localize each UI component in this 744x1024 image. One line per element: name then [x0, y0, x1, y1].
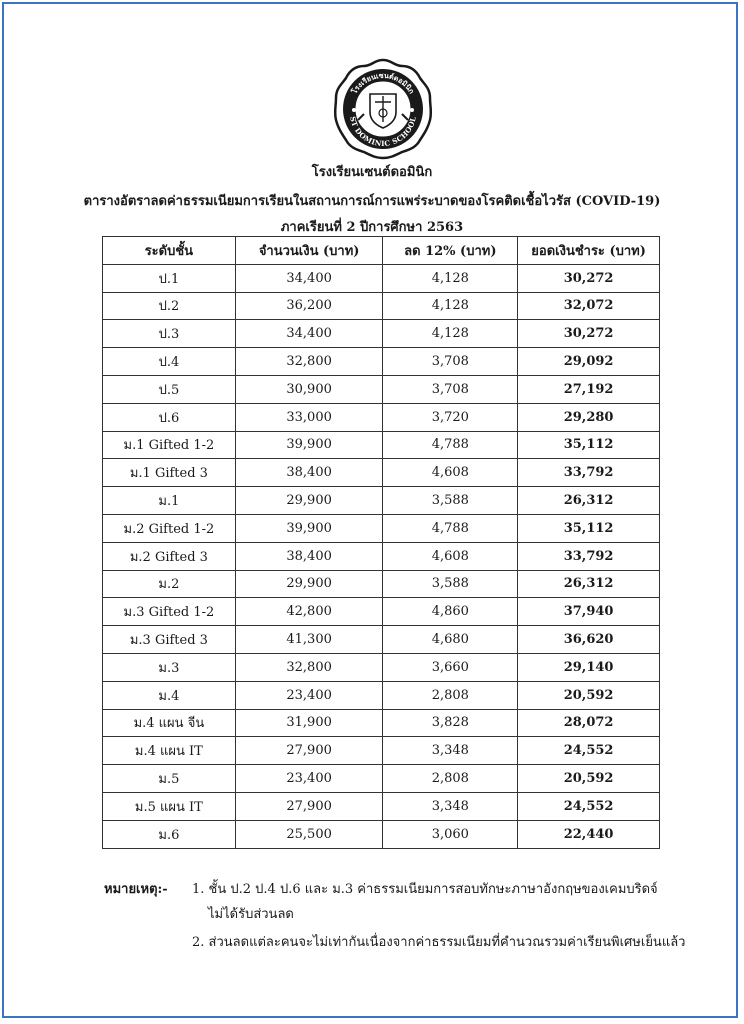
table-row [103, 514, 660, 542]
column-header-net: ยอดเงินชำระ (บาท) [518, 237, 660, 265]
table-row [103, 598, 660, 626]
cell-amount: 32,800 [235, 348, 383, 376]
table-row [103, 375, 660, 403]
cell-level: ม.3 Gifted 1-2 [103, 598, 236, 626]
cell-discount: 3,708 [383, 375, 518, 403]
cell-level: ม.3 [103, 653, 236, 681]
table-row [103, 459, 660, 487]
cell-discount: 2,808 [383, 765, 518, 793]
cell-net: 33,792 [518, 542, 660, 570]
cell-amount: 29,900 [235, 487, 383, 515]
cell-level: ม.4 [103, 681, 236, 709]
cell-level: ป.4 [103, 348, 236, 376]
cell-net: 33,792 [518, 459, 660, 487]
cell-discount: 4,608 [383, 542, 518, 570]
cell-level: ป.3 [103, 320, 236, 348]
cell-level: ม.1 Gifted 3 [103, 459, 236, 487]
cell-amount: 39,900 [235, 431, 383, 459]
table-row [103, 320, 660, 348]
cell-net: 29,140 [518, 653, 660, 681]
cell-discount: 3,720 [383, 403, 518, 431]
cell-discount: 4,128 [383, 264, 518, 292]
cell-net: 36,620 [518, 626, 660, 654]
cell-net: 27,192 [518, 375, 660, 403]
notes-label: หมายเหตุ:- [104, 882, 168, 897]
cell-discount: 3,060 [383, 820, 518, 848]
table-row [103, 820, 660, 848]
cell-level: ป.6 [103, 403, 236, 431]
document-title: ตารางอัตราลดค่าธรรมเนียมการเรียนในสถานการณ์การแพร่ระบาดของโรคติดเชื้อไวรัส (COVID-19) [83, 194, 661, 209]
table-row [103, 709, 660, 737]
cell-discount: 4,788 [383, 514, 518, 542]
cell-level: ม.1 Gifted 1-2 [103, 431, 236, 459]
cell-amount: 36,200 [235, 292, 383, 320]
cell-level: ม.5 แผน IT [103, 792, 236, 820]
cell-amount: 33,000 [235, 403, 383, 431]
table-row [103, 542, 660, 570]
note-item: 1. ชั้น ป.2 ป.4 ป.6 และ ม.3 ค่าธรรมเนียมการสอบทักษะภาษาอังกฤษของเคมบริดจ์ [192, 882, 658, 897]
cell-net: 29,280 [518, 403, 660, 431]
school-name: โรงเรียนเซนต์ดอมินิก [311, 165, 433, 180]
cell-net: 24,552 [518, 737, 660, 765]
cell-level: ม.4 แผน IT [103, 737, 236, 765]
table-row [103, 487, 660, 515]
cell-net: 22,440 [518, 820, 660, 848]
table-row [103, 737, 660, 765]
svg-text:ST DOMINIC SCHOOL: ST DOMINIC SCHOOL [348, 115, 418, 149]
cell-amount: 25,500 [235, 820, 383, 848]
cell-discount: 3,588 [383, 570, 518, 598]
cell-amount: 23,400 [235, 765, 383, 793]
table-row [103, 681, 660, 709]
cell-net: 20,592 [518, 765, 660, 793]
term-label: ภาคเรียนที่ 2 ปีการศึกษา 2563 [280, 220, 464, 235]
cell-net: 24,552 [518, 792, 660, 820]
table-header-row [103, 237, 660, 265]
cell-amount: 38,400 [235, 542, 383, 570]
cell-level: ม.3 Gifted 3 [103, 626, 236, 654]
cell-level: ม.2 [103, 570, 236, 598]
cell-level: ม.2 Gifted 1-2 [103, 514, 236, 542]
cell-level: ม.6 [103, 820, 236, 848]
cell-level: ป.5 [103, 375, 236, 403]
table-row [103, 792, 660, 820]
cell-net: 32,072 [518, 292, 660, 320]
cell-amount: 42,800 [235, 598, 383, 626]
cell-level: ม.2 Gifted 3 [103, 542, 236, 570]
cell-level: ป.1 [103, 264, 236, 292]
cell-net: 28,072 [518, 709, 660, 737]
fee-table-body [103, 264, 660, 848]
cell-amount: 30,900 [235, 375, 383, 403]
cell-net: 29,092 [518, 348, 660, 376]
cell-net: 26,312 [518, 570, 660, 598]
cell-discount: 4,680 [383, 626, 518, 654]
cell-amount: 23,400 [235, 681, 383, 709]
cell-amount: 39,900 [235, 514, 383, 542]
cell-discount: 4,128 [383, 292, 518, 320]
svg-text:โรงเรียนเซนต์ดอมินิก: โรงเรียนเซนต์ดอมินิก [349, 70, 417, 96]
cell-discount: 4,860 [383, 598, 518, 626]
cell-amount: 31,900 [235, 709, 383, 737]
column-header-level: ระดับชั้น [103, 237, 236, 265]
table-row [103, 626, 660, 654]
cell-discount: 4,608 [383, 459, 518, 487]
cell-discount: 4,788 [383, 431, 518, 459]
cell-net: 26,312 [518, 487, 660, 515]
cell-level: ม.5 [103, 765, 236, 793]
cell-amount: 27,900 [235, 737, 383, 765]
cell-level: ป.2 [103, 292, 236, 320]
cell-amount: 34,400 [235, 320, 383, 348]
cell-net: 30,272 [518, 264, 660, 292]
cell-level: ม.4 แผน จีน [103, 709, 236, 737]
cell-amount: 29,900 [235, 570, 383, 598]
column-header-amount: จำนวนเงิน (บาท) [235, 237, 383, 265]
cell-level: ม.1 [103, 487, 236, 515]
table-row [103, 431, 660, 459]
table-row [103, 348, 660, 376]
cell-net: 37,940 [518, 598, 660, 626]
cell-discount: 2,808 [383, 681, 518, 709]
cell-discount: 3,828 [383, 709, 518, 737]
school-logo [332, 58, 434, 160]
column-header-discount: ลด 12% (บาท) [383, 237, 518, 265]
table-row [103, 765, 660, 793]
note-item: 2. ส่วนลดแต่ละคนจะไม่เท่ากันเนื่องจากค่าธรรมเนียมที่คำนวณรวมค่าเรียนพิเศษเย็นแล้ว [192, 935, 686, 950]
cell-net: 35,112 [518, 431, 660, 459]
cell-amount: 34,400 [235, 264, 383, 292]
cell-amount: 41,300 [235, 626, 383, 654]
cell-discount: 3,708 [383, 348, 518, 376]
cell-net: 30,272 [518, 320, 660, 348]
cell-net: 35,112 [518, 514, 660, 542]
cell-discount: 3,660 [383, 653, 518, 681]
table-row [103, 570, 660, 598]
cell-discount: 3,588 [383, 487, 518, 515]
table-row [103, 403, 660, 431]
cell-discount: 3,348 [383, 737, 518, 765]
table-row [103, 264, 660, 292]
note-item: ไม่ได้รับส่วนลด [208, 907, 294, 922]
table-row [103, 292, 660, 320]
cell-amount: 38,400 [235, 459, 383, 487]
cell-discount: 3,348 [383, 792, 518, 820]
fee-table [102, 236, 660, 849]
cell-discount: 4,128 [383, 320, 518, 348]
table-row [103, 653, 660, 681]
cell-amount: 32,800 [235, 653, 383, 681]
cell-amount: 27,900 [235, 792, 383, 820]
cell-net: 20,592 [518, 681, 660, 709]
